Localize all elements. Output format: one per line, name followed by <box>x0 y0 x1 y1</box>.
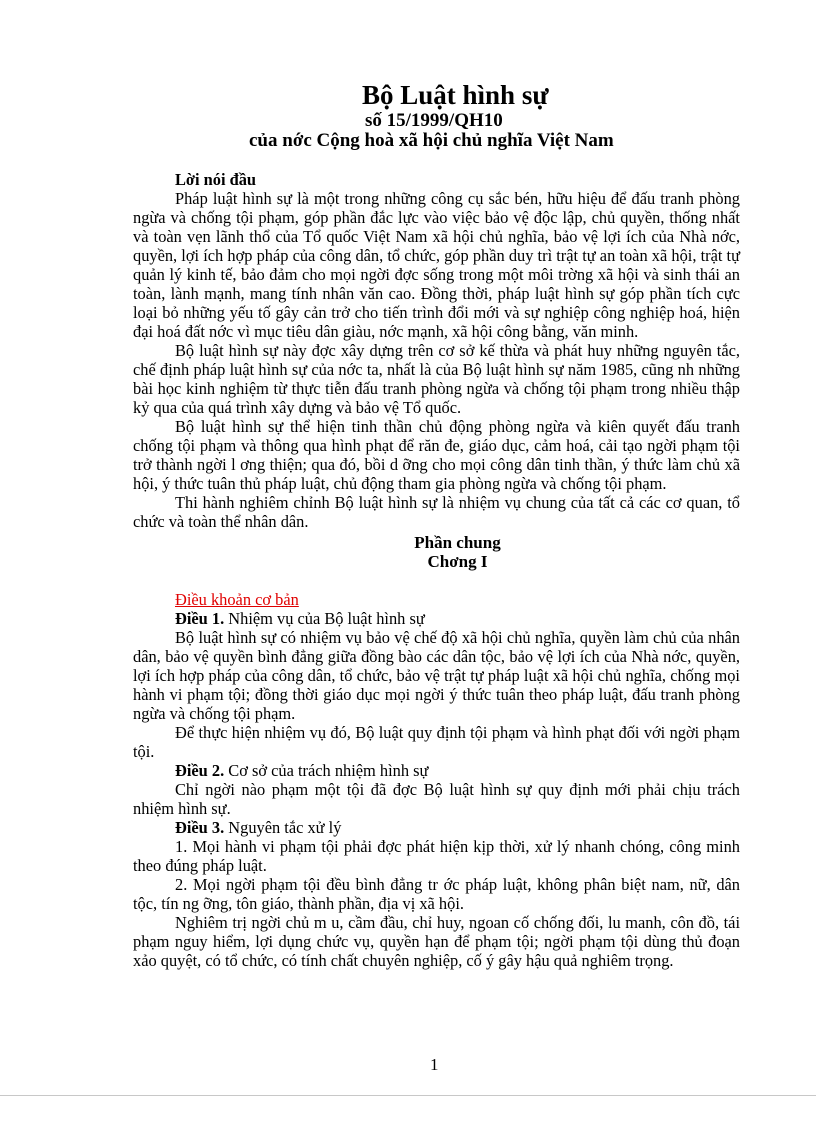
article-name: Nguyên tắc xử lý <box>224 818 342 837</box>
preface-paragraph: Bộ luật hình sự này đợc xây dựng trên cơ sở kế thừa và phát huy những nguyên tắc, chế định pháp luật hình sự của nớc ta, nhất là của Bộ luật hình sự năm 1985, cũng nh những bài học kinh nghiệm từ thực tiễn đấu tranh phòng ngừa và chống tội phạm trong nhiều thập kỷ qua của quá trình xây dựng và bảo vệ Tổ quốc. <box>133 341 740 417</box>
article-heading <box>133 609 740 628</box>
document-number: số 15/1999/QH10 <box>365 110 503 131</box>
article-name: Nhiệm vụ của Bộ luật hình sự <box>224 609 425 628</box>
article-paragraph: Bộ luật hình sự có nhiệm vụ bảo vệ chế độ xã hội chủ nghĩa, quyền làm chủ của nhân dân, bảo vệ quyền bình đẳng giữa đồng bào các dân tộc, bảo vệ lợi ích của Nhà nớc, quyền, lợi ích hợp pháp của công dân, tổ chức, bảo vệ trật tự pháp luật xã hội chủ nghĩa, chống mọi hành vi phạm tội; đồng thời giáo dục mọi ngời ý thức tuân theo pháp luật, đấu tranh phòng ngừa và chống tội phạm. <box>133 628 740 723</box>
chapter-name: Điều khoản cơ bản <box>175 590 299 609</box>
article-label: Điều 1. <box>175 609 225 628</box>
article-paragraph: Chỉ ngời nào phạm một tội đã đợc Bộ luật hình sự quy định mới phải chịu trách nhiệm hình sự. <box>133 780 740 818</box>
document-issuer: của nớc Cộng hoà xã hội chủ nghĩa Việt Nam <box>249 130 614 151</box>
page-divider <box>0 1095 816 1096</box>
article-2 <box>133 761 740 818</box>
article-paragraph: Nghiêm trị ngời chủ m u, cầm đầu, chỉ huy, ngoan cố chống đối, lu manh, côn đồ, tái phạm nguy hiểm, lợi dụng chức vụ, quyền hạn để phạm tội; ngời phạm tội dùng thủ đoạn xảo quyệt, có tổ chức, có tính chất chuyên nghiệp, cố ý gây hậu quả nghiêm trọng. <box>133 913 740 970</box>
preface-paragraph: Bộ luật hình sự thể hiện tinh thần chủ động phòng ngừa và kiên quyết đấu tranh chống tội phạm và thông qua hình phạt để răn đe, giáo dục, cảm hoá, cải tạo ngời phạm tội trở thành ngời l ơng thiện; qua đó, bồi d ỡng cho mọi công dân tinh thần, ý thức làm chủ xã hội, ý thức tuân thủ pháp luật, chủ động tham gia phòng ngừa và chống tội phạm. <box>133 417 740 493</box>
article-heading <box>133 761 740 780</box>
document-title: Bộ Luật hình sự <box>362 80 549 110</box>
preface-paragraph: Thi hành nghiêm chỉnh Bộ luật hình sự là nhiệm vụ chung của tất cả các cơ quan, tổ chức và toàn thể nhân dân. <box>133 493 740 531</box>
part-title: Phần chung <box>414 533 501 552</box>
article-heading <box>133 818 740 837</box>
preface-paragraph: Pháp luật hình sự là một trong những công cụ sắc bén, hữu hiệu để đấu tranh phòng ngừa và chống tội phạm, góp phần đắc lực vào việc bảo vệ độc lập, chủ quyền, thống nhất và toàn vẹn lãnh thổ của Tổ quốc Việt Nam xã hội chủ nghĩa, bảo vệ lợi ích của Nhà nớc, quyền, lợi ích hợp pháp của công dân, tổ chức, góp phần duy trì trật tự an toàn xã hội, trật tự quản lý kinh tế, bảo đảm cho mọi ngời đợc sống trong một môi trờng xã hội và sinh thái an toàn, lành mạnh, mang tính nhân văn cao. Đồng thời, pháp luật hình sự góp phần tích cực loại bỏ những yếu tố gây cản trở cho tiến trình đổi mới và sự nghiệp công nghiệp hoá, hiện đại hoá đất nớc vì mục tiêu dân giàu, nớc mạnh, xã hội công bằng, văn minh. <box>133 189 740 341</box>
article-3 <box>133 818 740 970</box>
article-name: Cơ sở của trách nhiệm hình sự <box>224 761 429 780</box>
chapter-title: Chơng I <box>427 552 488 571</box>
document-body <box>133 170 740 970</box>
preface-heading: Lời nói đầu <box>175 170 257 189</box>
article-label: Điều 3. <box>175 818 225 837</box>
article-label: Điều 2. <box>175 761 225 780</box>
article-paragraph: Để thực hiện nhiệm vụ đó, Bộ luật quy định tội phạm và hình phạt đối với ngời phạm tội. <box>133 723 740 761</box>
article-paragraph: 2. Mọi ngời phạm tội đều bình đẳng tr ớc pháp luật, không phân biệt nam, nữ, dân tộc, tín ng ỡng, tôn giáo, thành phần, địa vị xã hội. <box>133 875 740 913</box>
page-number: 1 <box>430 1055 439 1074</box>
article-1 <box>133 609 740 761</box>
article-paragraph: 1. Mọi hành vi phạm tội phải đợc phát hiện kịp thời, xử lý nhanh chóng, công minh theo đúng pháp luật. <box>133 837 740 875</box>
